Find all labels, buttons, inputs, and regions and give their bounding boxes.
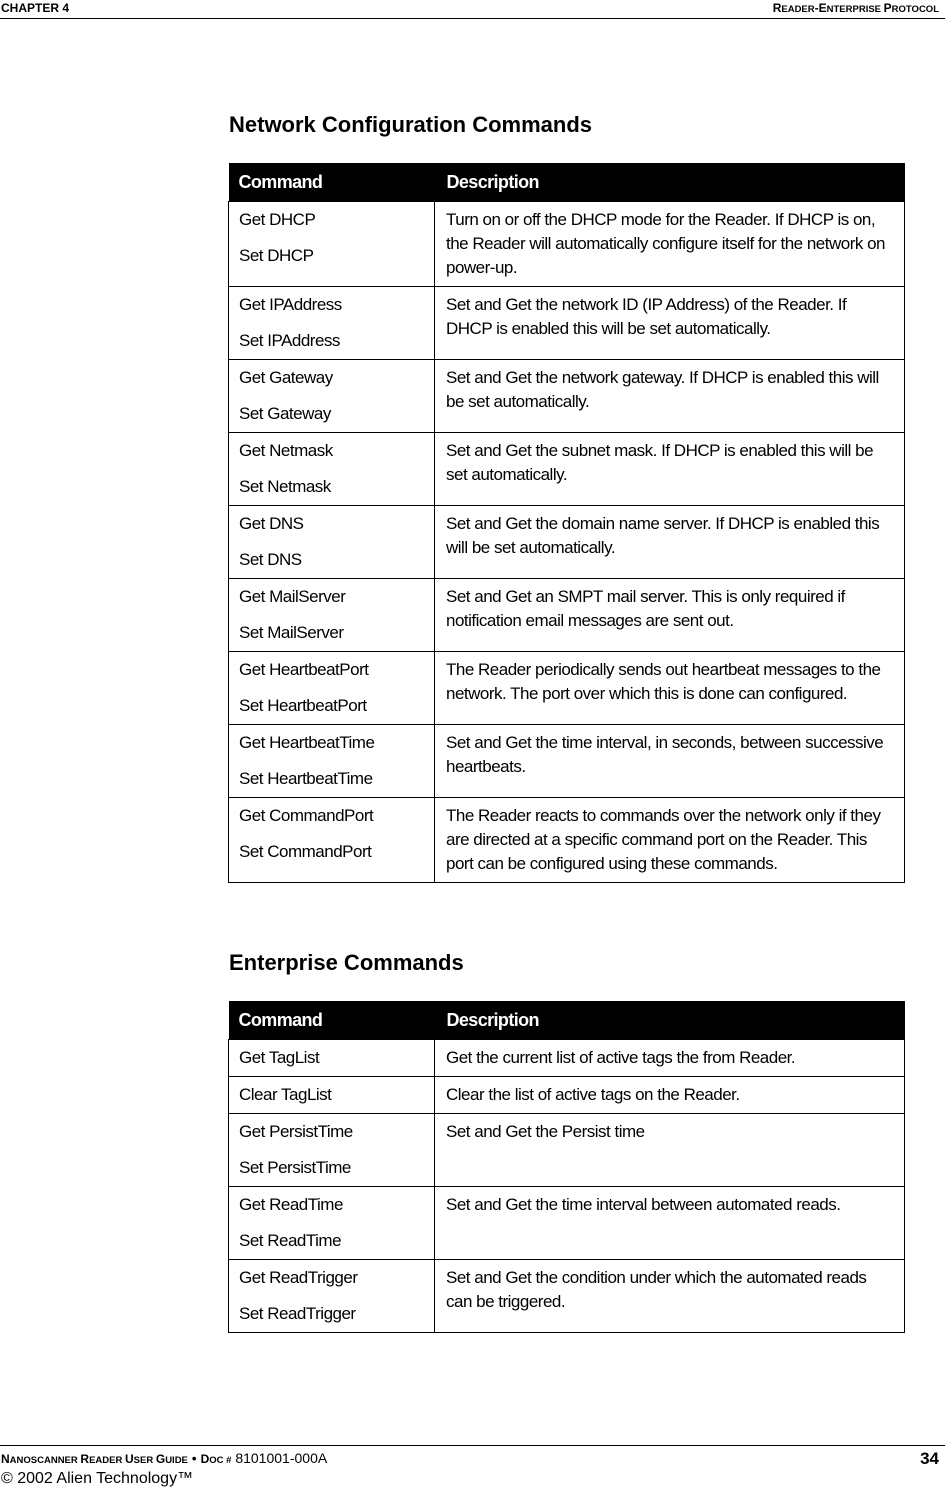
smallcaps-part: SER [133, 1455, 156, 1466]
table-row [229, 202, 905, 287]
smallcaps-part: U [124, 1452, 134, 1466]
description-cell: Get the current list of active tags the from Reader. [435, 1040, 905, 1077]
chapter-label: CHAPTER 4 [1, 1, 70, 15]
bullet-separator: • [191, 1450, 197, 1466]
enterprise-table-body [229, 1040, 905, 1333]
command-name: Get DNS [239, 514, 304, 533]
smallcaps-part: EADER [89, 1455, 125, 1466]
command-name: Get CommandPort [239, 806, 374, 825]
command-cell [229, 1077, 435, 1114]
description-cell: Set and Get the network gateway. If DHCP is enabled this will be set automatically. [435, 360, 905, 433]
command-name: Set Netmask [239, 477, 331, 496]
description-cell: Set and Get the Persist time [435, 1114, 905, 1187]
command-name: Get HeartbeatPort [239, 660, 369, 679]
command-name: Set CommandPort [239, 842, 372, 861]
description-cell: Set and Get the subnet mask. If DHCP is enabled this will be set automatically. [435, 433, 905, 506]
command-name: Set MailServer [239, 623, 344, 642]
description-cell: Turn on or off the DHCP mode for the Reader. If DHCP is on, the Reader will automatically configure itself for the network on power-up. [435, 202, 905, 287]
command-name: Get Gateway [239, 368, 333, 387]
description-cell: Set and Get the time interval between automated reads. [435, 1187, 905, 1260]
command-name: Get Netmask [239, 441, 333, 460]
table-row [229, 725, 905, 798]
network-commands-table [228, 163, 905, 883]
table-row [229, 1077, 905, 1114]
smallcaps-part: ROTOCOL [891, 4, 939, 15]
command-name: Get IPAddress [239, 295, 342, 314]
doc-label [201, 1450, 232, 1466]
table-row [229, 360, 905, 433]
command-name: Set DHCP [239, 246, 314, 265]
command-cell [229, 1187, 435, 1260]
enterprise-commands-table [228, 1001, 905, 1333]
command-name: Set IPAddress [239, 331, 340, 350]
column-header-description: Description [435, 163, 905, 202]
column-header-command: Command [229, 163, 435, 202]
table-row [229, 1114, 905, 1187]
command-name: Get ReadTrigger [239, 1268, 358, 1287]
command-name: Get ReadTime [239, 1195, 343, 1214]
table-header-row [229, 1001, 905, 1040]
command-name: Set Gateway [239, 404, 331, 423]
description-cell: Set and Get the condition under which the automated reads can be triggered. [435, 1260, 905, 1333]
command-name: Get MailServer [239, 587, 346, 606]
table-row [229, 1040, 905, 1077]
description-cell: Set and Get the domain name server. If DHCP is enabled this will be set automatically. [435, 506, 905, 579]
command-name: Set HeartbeatTime [239, 769, 373, 788]
smallcaps-part: -E [814, 1, 827, 15]
description-cell: The Reader reacts to commands over the network only if they are directed at a specific command port on the Reader. This port can be configured using these commands. [435, 798, 905, 883]
table-row [229, 579, 905, 652]
command-name: Set ReadTime [239, 1231, 342, 1250]
table-row [229, 1260, 905, 1333]
command-cell [229, 202, 435, 287]
column-header-command: Command [229, 1001, 435, 1040]
description-cell: Set and Get an SMPT mail server. This is only required if notification email messages are sent out. [435, 579, 905, 652]
command-cell [229, 506, 435, 579]
description-cell: Set and Get the time interval, in seconds, between successive heartbeats. [435, 725, 905, 798]
command-cell [229, 1114, 435, 1187]
running-footer [0, 1445, 945, 1487]
copyright-notice: © 2002 Alien Technology™ [1, 1470, 194, 1487]
table-row [229, 287, 905, 360]
smallcaps-part: R [772, 1, 782, 15]
smallcaps-part: EADER [781, 4, 815, 15]
command-name: Set HeartbeatPort [239, 696, 367, 715]
doc-number: 8101001-000A [235, 1450, 328, 1466]
table-row [229, 652, 905, 725]
table-row [229, 506, 905, 579]
command-name: Set PersistTime [239, 1158, 351, 1177]
smallcaps-part: N [1, 1452, 10, 1466]
command-name: Get HeartbeatTime [239, 733, 375, 752]
page-number: 34 [920, 1449, 939, 1468]
running-header [0, 0, 945, 19]
smallcaps-part: R [80, 1452, 90, 1466]
smallcaps-part: NTERPRISE [826, 4, 884, 15]
doc-info-line [1, 1450, 327, 1466]
column-header-description: Description [435, 1001, 905, 1040]
table-row [229, 798, 905, 883]
command-cell [229, 433, 435, 506]
command-name: Get DHCP [239, 210, 316, 229]
command-name: Get PersistTime [239, 1122, 353, 1141]
product-label [1, 1450, 188, 1466]
command-name: Set DNS [239, 550, 302, 569]
command-cell [229, 360, 435, 433]
smallcaps-part: UIDE [165, 1455, 188, 1466]
smallcaps-part: G [155, 1452, 166, 1466]
description-cell: Set and Get the network ID (IP Address) of the Reader. If DHCP is enabled this will be set automatically. [435, 287, 905, 360]
description-cell: The Reader periodically sends out heartbeat messages to the network. The port over which this is done can configured. [435, 652, 905, 725]
smallcaps-part: P [883, 1, 892, 15]
smallcaps-part: ANOSCANNER [9, 1455, 81, 1466]
network-section-title: Network Configuration Commands [229, 112, 593, 137]
table-header-row [229, 163, 905, 202]
command-cell [229, 725, 435, 798]
command-name: Clear TagList [239, 1085, 332, 1104]
doc-label-initial: D [200, 1452, 210, 1466]
command-name: Get TagList [239, 1048, 320, 1067]
doc-label-rest: OC # [209, 1455, 232, 1466]
command-cell [229, 287, 435, 360]
enterprise-section-title: Enterprise Commands [229, 950, 464, 975]
table-row [229, 433, 905, 506]
section-label [773, 1, 939, 15]
description-cell: Clear the list of active tags on the Reader. [435, 1077, 905, 1114]
command-cell [229, 1260, 435, 1333]
network-table-body [229, 202, 905, 883]
command-cell [229, 798, 435, 883]
command-cell [229, 1040, 435, 1077]
command-name: Set ReadTrigger [239, 1304, 356, 1323]
command-cell [229, 579, 435, 652]
command-cell [229, 652, 435, 725]
table-row [229, 1187, 905, 1260]
